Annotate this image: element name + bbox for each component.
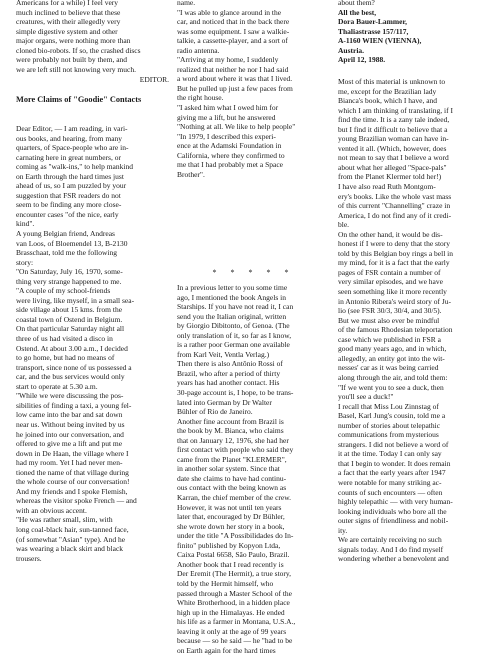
text-line: were notable for many striking ac- xyxy=(338,477,442,487)
text-line: case which we published in FSR a xyxy=(338,334,441,344)
text-line: ago, I mentioned the book Angels in xyxy=(177,292,286,302)
text-line: leaving it only at the age of 99 years xyxy=(177,626,287,636)
text-line: good many years ago, and in which, xyxy=(338,344,447,354)
text-line: April 12, 1988. xyxy=(338,55,386,65)
text-line: that I begin to wonder. It does remain xyxy=(338,458,451,468)
text-line: that on January 12, 1976, she had her xyxy=(177,435,289,445)
text-line: side village about 15 kms. from the xyxy=(16,305,123,315)
text-line: Bianca's book, which I have, and xyxy=(338,96,438,106)
text-line: lio (see FSR 30/3, 30/4, and 30/5). xyxy=(338,306,442,316)
text-line: coming as "walk-ins," to help mankind xyxy=(16,162,133,172)
text-line: from the Planet Klermer told her!) xyxy=(338,172,442,182)
text-line: suggestion that FSR readers do not xyxy=(16,190,121,200)
text-line: White Brotherhood, in a hidden place xyxy=(177,598,290,608)
text-line: low came into the bar and sat down xyxy=(16,410,123,420)
text-line: seen something like it more recently xyxy=(338,287,447,297)
letter-continuation-text xyxy=(177,0,295,179)
text-line: you'll see a duck!" xyxy=(338,392,394,402)
section-heading: More Claims of "Goodie" Contacts xyxy=(16,95,142,104)
text-line: "A couple of my school-friends xyxy=(16,286,111,296)
text-line: ous contact with the being known as xyxy=(177,483,287,493)
text-line: told by the Hermit himself, who xyxy=(177,578,274,588)
text-line: thing very strange happened to me. xyxy=(16,276,122,286)
text-line: Most of this material is unknown to xyxy=(338,77,446,86)
text-line: passed through a Master School of the xyxy=(177,588,292,598)
text-line: years has had another contact. His xyxy=(177,378,280,388)
text-line: "While we were discussing the pos- xyxy=(16,391,124,401)
text-line: nesses' car as it was being carried xyxy=(338,363,439,373)
text-line: we are left still not knowing very much. xyxy=(16,64,136,74)
text-line: encounter cases "of the nice, early xyxy=(16,209,119,219)
text-line: a fact that the early years after 1947 xyxy=(338,468,446,478)
text-line: from Karl Veit, Ventla Verlag.) xyxy=(177,349,270,359)
text-line: creatures, with their allegedly very xyxy=(16,17,121,27)
section-divider-stars: * * * * * xyxy=(212,268,295,277)
text-line: But we must also ever be mindful xyxy=(338,315,440,325)
letter-second-part-text xyxy=(177,283,295,655)
text-line: not mean to say that I believe a word xyxy=(338,153,449,163)
text-line: major organs, were nothing more than xyxy=(16,36,131,46)
text-line: I have also read Ruth Montgom- xyxy=(338,182,436,192)
text-line: Dear Editor, — I am reading, in vari- xyxy=(16,124,128,133)
text-line: wondering whether a benevolent and xyxy=(338,554,449,564)
text-line: talkie, a cassette-player, and a sort of xyxy=(177,36,288,46)
text-line: "Nothing at all. We like to help people" xyxy=(177,122,296,132)
text-line: pages of FSR contain a number of xyxy=(338,267,441,277)
text-line: my mind, for it is a fact that the early xyxy=(338,258,450,268)
text-line: radio antenna. xyxy=(177,45,220,55)
text-line: tioned the name of that village during xyxy=(16,467,129,477)
text-line: "He was rather small, slim, with xyxy=(16,515,113,525)
text-line: to go home, but had no means of xyxy=(16,353,115,363)
text-line: sibilities of finding a taxi, a young fel- xyxy=(16,400,132,410)
text-line: which I am thinking of translating, if I xyxy=(338,105,453,115)
text-line: realized that neither he nor I had said xyxy=(177,64,289,74)
text-line: but I find it difficult to believe that a xyxy=(338,124,448,134)
text-line: vented it all. (Which, however, does xyxy=(338,143,447,153)
text-line: But he pulled up just a few paces from xyxy=(177,83,293,93)
text-line: along through the air, and told them: xyxy=(338,372,448,382)
text-line: about them? xyxy=(338,0,375,7)
text-line: was wearing a black skirt and black xyxy=(16,544,124,554)
editor-signoff: EDITOR. xyxy=(139,75,169,84)
text-line: Another fine account from Brazil is xyxy=(177,416,284,426)
text-line: On the other hand, it would be dis- xyxy=(338,229,443,239)
text-line: "I asked him what I owed him for xyxy=(177,103,279,113)
text-line: number of stories about telepathic xyxy=(338,420,441,430)
text-line: A young Belgian friend, Andreas xyxy=(16,229,115,239)
text-line: she wrote down her story in a book, xyxy=(177,521,285,531)
text-line: were living, like myself, in a small sea- xyxy=(16,295,135,305)
text-line: "On Saturday, July 16, 1970, some- xyxy=(16,267,123,277)
text-line: I recall that Miss Lou Zinnstag of xyxy=(338,401,439,411)
text-line: On that particular Saturday night all xyxy=(16,324,125,334)
text-line: offered to give me a lift and put me xyxy=(16,439,123,449)
text-line: Bühler of Rio de Janeiro. xyxy=(177,407,253,417)
text-line: counts of such encounters — often xyxy=(338,487,443,497)
text-line: ble. xyxy=(338,220,350,230)
text-line: Thaliastrasse 157/117, xyxy=(338,26,409,36)
text-line: Starships. If you have not read it, I can xyxy=(177,302,294,312)
text-line: van Loos, of Bloemendel 13, B-2130 xyxy=(16,238,128,248)
text-line: name. xyxy=(177,0,196,7)
text-line: me that I had probably met a Space xyxy=(177,160,284,170)
text-line: outer signs of friendliness and nobil- xyxy=(338,516,449,526)
text-line: Brazil, who after a period of thirty xyxy=(177,368,281,378)
text-line: We are certainly receiving no such xyxy=(338,535,442,545)
text-line: Der Eremit (The Hermit), a true story, xyxy=(177,569,292,579)
text-line: date she claims to have had continu- xyxy=(177,473,287,483)
text-line: on Earth through the hard times just xyxy=(16,171,124,181)
text-line: send you the Italian original, written xyxy=(177,311,287,321)
text-line: was some equipment. I saw a walkie- xyxy=(177,26,290,36)
text-line: he joined into our conversation, and xyxy=(16,429,124,439)
text-line: "Arriving at my home, I suddenly xyxy=(177,55,279,65)
text-line: were probably not built by them, and xyxy=(16,55,128,65)
text-line: "If we went you to see a duck, then xyxy=(338,382,444,392)
text-line: California, where they confirmed to xyxy=(177,150,285,160)
text-line: of the famous Rhodesian teleportation xyxy=(338,325,453,335)
text-line: carnating here in great numbers, or xyxy=(16,152,121,162)
text-line: near us. Without being invited by us xyxy=(16,419,125,429)
text-line: the right house. xyxy=(177,93,224,103)
text-line: about what her alleged "Space-pals" xyxy=(338,162,447,172)
text-line: transport, since none of us possessed a xyxy=(16,362,132,372)
text-line: A-1160 WIEN (VIENNA), xyxy=(338,36,422,46)
text-line: Brasschaat, told me the following xyxy=(16,248,118,258)
text-line: simple digestive system and other xyxy=(16,26,118,36)
text-line: strangers. I did not believe a word of xyxy=(338,439,449,449)
text-line: coastal town of Ostend in Belgium. xyxy=(16,314,123,324)
text-line: by Giorgio Dibitonto, of Genoa. (The xyxy=(177,321,290,331)
text-line: came from the Planet "KLERMER", xyxy=(177,454,287,464)
text-line: much inclined to believe that these xyxy=(16,7,121,17)
text-line: Americans for a while) I feel very xyxy=(16,0,119,7)
text-line: his life as a farmer in Montana, U.S.A., xyxy=(177,617,296,627)
text-line: cloned bio-robots. If so, the crashed discs xyxy=(16,45,141,55)
text-line: young Brazilian woman can have in- xyxy=(338,134,449,144)
text-line: with an obvious accent. xyxy=(16,505,87,515)
text-line: trousers. xyxy=(16,553,42,563)
text-line: kind". xyxy=(16,219,35,229)
text-line: a word about where it was that I lived. xyxy=(177,74,293,84)
text-line: high up in the Himalayas. He ended xyxy=(177,607,285,617)
text-line: ahead of us, so I am puzzled by your xyxy=(16,181,127,191)
text-line: However, it was not until ten years xyxy=(177,502,282,512)
editor-comment-text xyxy=(338,77,453,564)
text-line: All the best, xyxy=(338,7,377,17)
text-line: ity. xyxy=(338,525,348,535)
editor-reply-text xyxy=(16,0,141,74)
text-line: told by this Belgian boy rings a bell in xyxy=(338,248,453,258)
text-line: of this current "Channelling" craze in xyxy=(338,201,451,211)
text-line: Austria. xyxy=(338,45,365,55)
text-line: (of somewhat "Asian" type). And he xyxy=(16,534,126,544)
text-line: communications from mysterious xyxy=(338,430,439,440)
text-line: long coal-black hair, sun-tanned face, xyxy=(16,524,129,534)
text-line: Then there is also Antônio Rossi of xyxy=(177,359,283,369)
text-line: car, and noticed that in the back there xyxy=(177,17,290,27)
text-line: car, and the bus services would only xyxy=(16,372,125,382)
text-line: first contact with people who said they xyxy=(177,445,294,455)
text-line: lated into German by Dr Walter xyxy=(177,397,272,407)
text-line: later that, encouraged by Dr Bühler, xyxy=(177,512,285,522)
text-line: highly telepathic — with very human- xyxy=(338,497,453,507)
letter-body-text xyxy=(16,124,137,563)
text-line: very similar episodes, and we have xyxy=(338,277,443,287)
text-line: In a previous letter to you some time xyxy=(177,283,288,292)
text-line: Brother". xyxy=(177,169,205,179)
text-line: Karran, the chief member of the crew. xyxy=(177,493,292,503)
text-line: And my friends and I spoke Flemish, xyxy=(16,486,128,496)
text-line: whereas the visitor spoke French — and xyxy=(16,496,137,506)
text-line: in another solar system. Since that xyxy=(177,464,280,474)
text-line: ery's books. Like the whole vast mass xyxy=(338,191,452,201)
text-line: because — so he said — he "had to be xyxy=(177,636,293,646)
text-line: Dora Bauer-Lammer, xyxy=(338,17,408,27)
text-line: honest if I were to deny that the story xyxy=(338,239,451,249)
text-line: giving me a lift, but he answered xyxy=(177,112,276,122)
text-line: Basel, Karl Jung's cousin, told me a xyxy=(338,411,446,421)
text-line: ous books, and hearing, from many xyxy=(16,133,123,143)
text-line: Another book that I read recently is xyxy=(177,559,284,569)
text-line: three of us had visited a disco in xyxy=(16,334,113,344)
text-line: allegedly, an entity got into the wit- xyxy=(338,353,445,363)
text-line: start to operate at 5.30 a.m. xyxy=(16,381,98,391)
text-line: the book by M. Bianca, who claims xyxy=(177,426,284,436)
text-line: quarters, of Space-people who are in- xyxy=(16,143,129,153)
text-line: story: xyxy=(16,257,34,267)
text-line: only translation of it, so far as I know, xyxy=(177,330,292,340)
text-line: signals today. And I do find myself xyxy=(338,544,444,554)
text-line: under the title "A Possibilidades do In- xyxy=(177,531,294,541)
text-line: in Antonio Ribera's weird story of Ju- xyxy=(338,296,452,306)
text-line: 30-page account is, I hope, to be trans- xyxy=(177,388,294,398)
text-line: Caixa Postal 6658, São Paulo, Brazil. xyxy=(177,550,290,560)
text-line: "In 1979, I described this experi- xyxy=(177,131,276,141)
text-line: finito" published by Kopyon Ltda, xyxy=(177,540,281,550)
text-line: seem to be finding any more close- xyxy=(16,200,122,210)
text-line: down in De Haan, the village where I xyxy=(16,448,129,458)
text-line: the whole course of our conversation! xyxy=(16,477,130,487)
text-line: Ostend. At about 3.00 a.m., I decided xyxy=(16,343,128,353)
letter-signature-block xyxy=(338,0,421,65)
text-line: ence at the Adamski Foundation in xyxy=(177,141,282,151)
text-line: it at the time. Today I can only say xyxy=(338,449,442,459)
text-line: on Earth again for the hard times xyxy=(177,645,276,655)
text-line: looking individuals who bore all the xyxy=(338,506,447,516)
text-line: had my room. Yet I had never men- xyxy=(16,458,123,468)
text-line: is a rather poor German one available xyxy=(177,340,290,350)
text-line: "I was able to glance around in the xyxy=(177,7,282,17)
text-line: America, I do not find any of it credi- xyxy=(338,210,452,220)
text-line: find the time. It is a zany tale indeed, xyxy=(338,115,450,125)
text-line: me, except for the Brazilian lady xyxy=(338,86,437,96)
